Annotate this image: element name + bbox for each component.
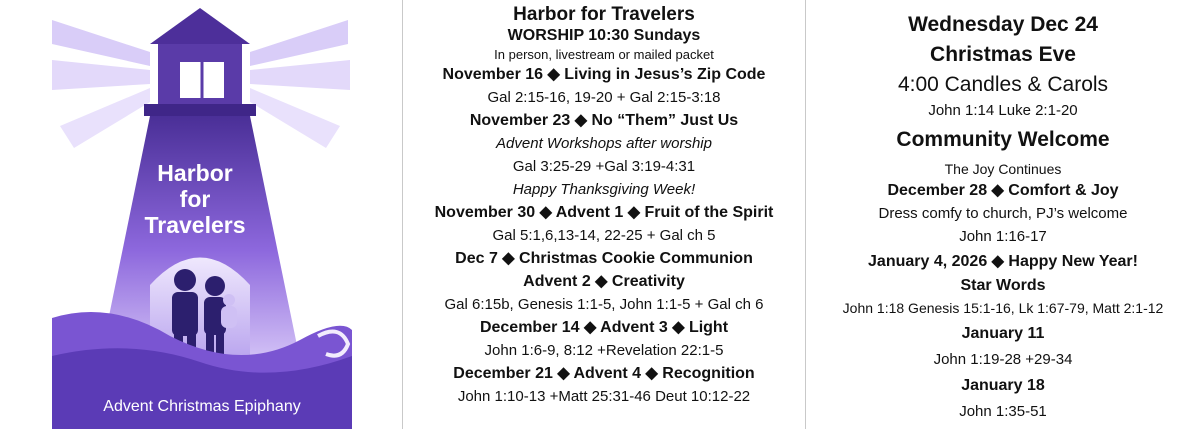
scripture-dec14: John 1:6-9, 8:12 +Revelation 22:1-5 (484, 342, 724, 359)
thanksgiving-note: Happy Thanksgiving Week! (512, 181, 696, 198)
poster-panel (0, 0, 402, 429)
scripture-dec28: John 1:16-17 (959, 228, 1047, 245)
event-jan18: January 18 (961, 377, 1045, 394)
joy-continues: The Joy Continues (944, 161, 1062, 177)
event-dec7-sub: Advent 2 ◆ Creativity (523, 273, 685, 290)
note-nov23: Advent Workshops after worship (496, 135, 712, 152)
christmas-eve-title: Christmas Eve (930, 43, 1076, 66)
poster-title-line: Harbor (157, 160, 233, 186)
event-jan11: January 11 (961, 325, 1045, 342)
event-dec21: December 21 ◆ Advent 4 ◆ Recognition (453, 365, 755, 382)
event-nov16: November 16 ◆ Living in Jesus’s Zip Code (442, 66, 766, 83)
scripture-dec21: John 1:10-13 +Matt 25:31-46 Deut 10:12-22 (457, 388, 751, 405)
scripture-nov23: Gal 3:25-29 +Gal 3:19-4:31 (512, 158, 696, 175)
worship-time: WORSHIP 10:30 Sundays (507, 27, 701, 44)
event-nov30: November 30 ◆ Advent 1 ◆ Fruit of the Spirit (434, 204, 774, 221)
poster-title (110, 160, 280, 238)
note-dec28: Dress comfy to church, PJ’s welcome (878, 205, 1128, 222)
scripture-dec7: Gal 6:15b, Genesis 1:1-5, John 1:1-5 + Gal ch 6 (444, 296, 764, 313)
event-nov23: November 23 ◆ No “Them” Just Us (469, 112, 739, 129)
scripture-jan11: John 1:19-28 +29-34 (933, 351, 1073, 368)
scripture-nov30: Gal 5:1,6,13-14, 22-25 + Gal ch 5 (492, 227, 716, 244)
scripture-dec24: John 1:14 Luke 2:1-20 (928, 102, 1078, 119)
event-dec7: Dec 7 ◆ Christmas Cookie Communion (455, 250, 753, 267)
christmas-eve-date: Wednesday Dec 24 (908, 13, 1098, 36)
worship-modes: In person, livestream or mailed packet (494, 47, 714, 62)
event-dec28: December 28 ◆ Comfort & Joy (887, 182, 1119, 199)
poster-title-line: Travelers (144, 212, 246, 238)
schedule-middle (402, 0, 806, 429)
poster-footer: Advent Christmas Epiphany (103, 398, 301, 415)
poster-title-line: for (179, 186, 211, 212)
event-jan4-sub: Star Words (960, 277, 1046, 294)
event-jan4: January 4, 2026 ◆ Happy New Year! (868, 253, 1138, 270)
event-dec14: December 14 ◆ Advent 3 ◆ Light (479, 319, 729, 336)
scripture-jan18: John 1:35-51 (959, 403, 1047, 420)
schedule-title: Harbor for Travelers (513, 4, 695, 25)
scripture-nov16: Gal 2:15-16, 19-20 + Gal 2:15-3:18 (487, 89, 721, 106)
scripture-jan4: John 1:18 Genesis 15:1-16, Lk 1:67-79, Matt 2:1-12 (842, 300, 1164, 316)
community-welcome: Community Welcome (896, 128, 1110, 151)
candles-carols: 4:00 Candles & Carols (897, 73, 1109, 96)
schedule-right (806, 0, 1200, 429)
lighthouse-roof-icon (150, 8, 250, 44)
